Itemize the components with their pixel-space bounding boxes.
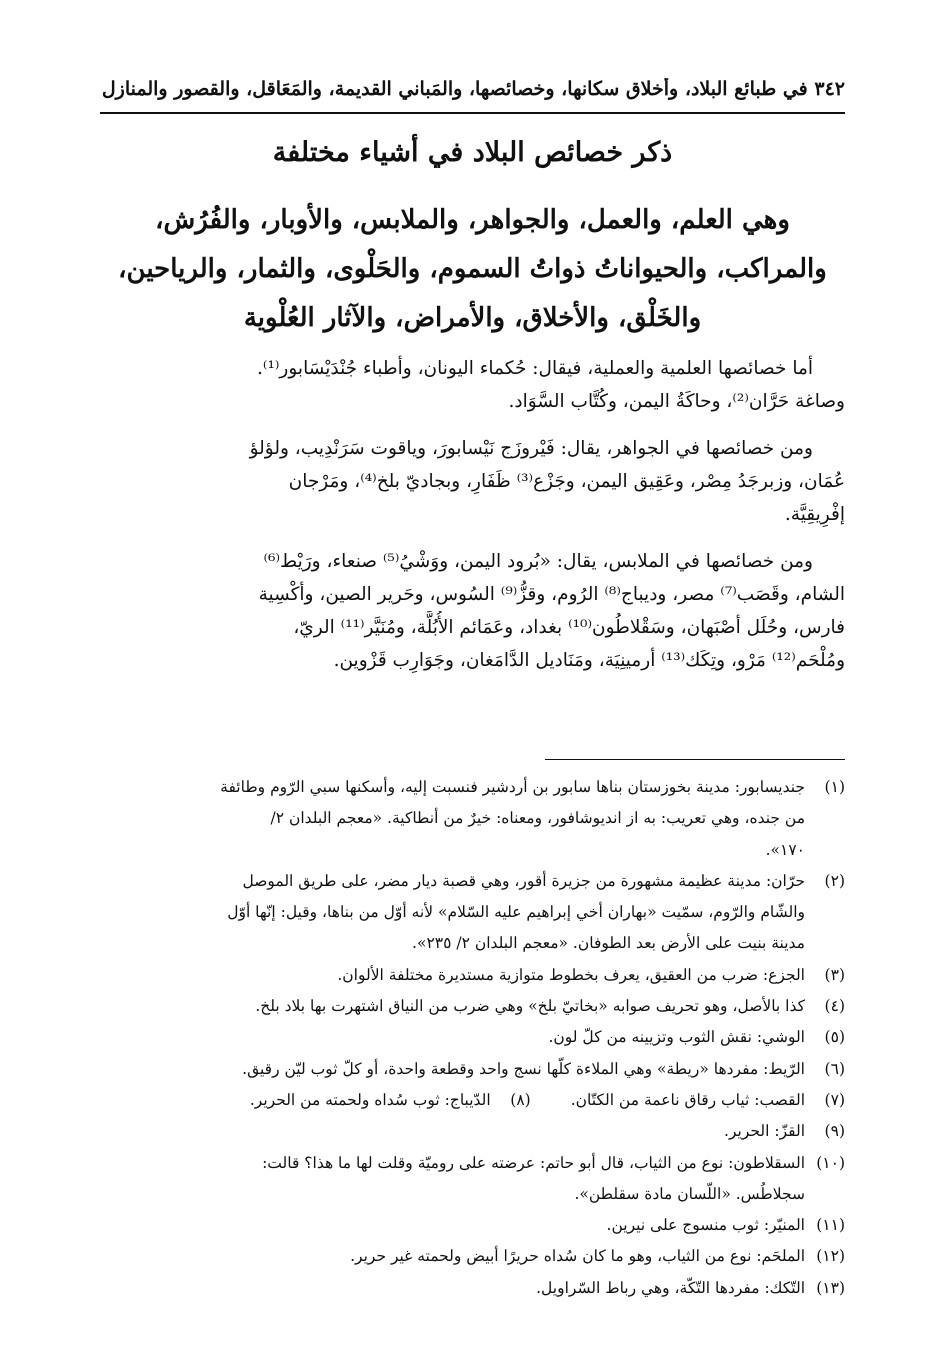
- footnote-line: مدينة بنيت على الأرض بعد الطوفان. «معجم البلدان ٢/ ٢٣٥».: [412, 934, 805, 953]
- footnote: [100, 1054, 845, 1085]
- footnote-line: المنيّر: ثوب منسوج على نيرين.: [606, 1216, 805, 1235]
- footnote-line: كذا بالأصل، وهو تحريف صوابه «بخاتيّ بلخ» وهي ضرب من النياق اشتهرت بها بلاد بلخ.: [255, 997, 805, 1016]
- footnote-number: (١٢): [816, 1247, 845, 1266]
- paragraph-line: فارس، وحُلَل أصْبَهان، وسَقْلاطُون⁽¹⁰⁾ بغداد، وعَمَائم الأُبُلَّة، ومُنَيَّر⁽¹¹⁾ الريّ،: [293, 617, 845, 638]
- footnote: [100, 1148, 845, 1211]
- subtitle-line: والخَلْق، والأخلاق، والأمراض، والآثار العُلْوية: [243, 303, 702, 333]
- paragraph: [100, 352, 845, 418]
- header-rule: [100, 112, 845, 114]
- footnote-text: القصب: ثياب رقاق ناعمة من الكتّان.: [570, 1090, 805, 1109]
- section-title: ذكر خصائص البلاد في أشياء مختلفة: [272, 137, 673, 168]
- footnote: [100, 1022, 845, 1053]
- footnote: [100, 772, 845, 866]
- paragraph: [100, 545, 845, 677]
- paragraph-line: ومُلْحَم⁽¹²⁾ مَرْو، وتِكَك⁽¹³⁾ أرمينِيَة، ومَنَاديل الدَّامَغان، وجَوَارِب قَزْوين.: [333, 650, 845, 671]
- footnote-number: (٥): [824, 1028, 845, 1047]
- paragraph-line: إفْرِيقِيَّة.: [784, 504, 845, 525]
- footnote: [100, 1210, 845, 1241]
- footnote-line: جنديسابور: مدينة بخوزستان بناها سابور بن أردشير فنسبت إليه، وأسكنها سبي الرّوم وطائفة: [220, 778, 805, 796]
- footnote-number: (٨): [510, 1090, 531, 1109]
- footnote-number: (١): [824, 778, 845, 796]
- subtitle-line: والمراكب، والحيواناتُ ذواتُ السموم، والحَلْوى، والثمار، والرياحين،: [118, 254, 827, 284]
- footnote-line: الملحَم: نوع من الثياب، وهو ما كان سُداه حريرًا أبيض ولحمته غير حرير.: [350, 1247, 805, 1266]
- paragraph-line: عُمَان، وزبرجَدُ مِصْر، وعَقِيق اليمن، وجَزْع⁽³⁾ ظَفَارِ، وبجاديّ بلخ⁽⁴⁾، ومَرْجان: [288, 471, 845, 492]
- footnote-line: الرّيط: مفردها «ريطة» وهي الملاءة كلّها نسج واحد وقطعة واحدة، أو كلّ ثوب ليّن رقيق.: [242, 1059, 805, 1078]
- footnote-pair: [100, 1085, 845, 1116]
- footnote-line: ١٧٠».: [765, 840, 805, 859]
- footnote-line: الوشي: نقش الثوب وتزيينه من كلّ لون.: [548, 1028, 805, 1047]
- footnote-line: سجلاطُس. «اللّسان مادة سقلطن».: [574, 1184, 805, 1203]
- footnote-line: الجزع: ضرب من العقيق، يعرف بخطوط متوازية مستديرة مختلفة الألوان.: [337, 965, 805, 984]
- footnote: [100, 991, 845, 1022]
- footnote-rule: [545, 759, 845, 760]
- footnote-number: (٢): [824, 871, 845, 890]
- footnote-number: (١١): [816, 1216, 845, 1235]
- footnote: [100, 866, 845, 960]
- footnote: [100, 960, 845, 991]
- footnote-line: التّكك: مفردها التّكّة، وهي رباط السّراويل.: [536, 1278, 805, 1297]
- footnote-number: (٧): [824, 1090, 845, 1109]
- paragraph-line: ومن خصائصها في الملابس، يقال: «بُرود اليمن، ووَشْيُ⁽⁵⁾ صنعاء، ورَيْط⁽⁶⁾: [263, 551, 813, 572]
- footnote-number: (١٠): [816, 1153, 845, 1172]
- footnote-number: (٩): [824, 1122, 845, 1141]
- paragraph-line: الشام، وقَصَب⁽⁷⁾ مصر، وديباج⁽⁸⁾ الرُوم، وقزُّ⁽⁹⁾ السُوس، وحَرير الصين، وأكْسِية: [258, 584, 845, 605]
- running-head: ٣٤٢ في طبائع البلاد، وأخلاق سكانها، وخصائصها، والمَباني القديمة، والمَعَاقل، والقصور والمنازل: [101, 78, 845, 100]
- footnotes: [100, 772, 845, 1304]
- footnote-text: الدّيباج: ثوب سُداه ولحمته من الحرير.: [249, 1090, 491, 1109]
- footnote-line: حرّان: مدينة عظيمة مشهورة من جزيرة أقور، وهي قصبة ديار مضر، على طريق الموصل: [242, 871, 805, 890]
- footnote-number: (٤): [824, 997, 845, 1016]
- footnote-line: من جنده، وهي تعريب: به از انديوشافور، ومعناه: خيرٌ من أنطاكية. «معجم البلدان ٢/: [270, 809, 805, 828]
- footnote-number: (١٣): [816, 1278, 845, 1297]
- paragraph-line: أما خصائصها العلمية والعملية، فيقال: حُكماء اليونان، وأطباء جُنْدَيْسَابور⁽¹⁾.: [257, 358, 813, 379]
- section-subtitle: [100, 196, 845, 343]
- paragraph: [100, 432, 845, 531]
- subtitle-line: وهي العلم، والعمل، والجواهر، والملابس، والأوبار، والفُرُش،: [155, 205, 790, 235]
- paragraph-line: وصاغة حَرَّان⁽²⁾، وحاكَةُ اليمن، وكُتَّاب السَّوَاد.: [508, 391, 845, 412]
- footnote-number: (٦): [824, 1059, 845, 1078]
- footnote: [100, 1273, 845, 1304]
- footnote: [100, 1116, 845, 1147]
- footnote-number: (٣): [824, 965, 845, 984]
- paragraph-line: ومن خصائصها في الجواهر، يقال: فَيْروزَج نَيْسابورَ، وياقوت سَرَنْدِيب، ولؤلؤ: [249, 438, 813, 459]
- footnote-line: والشّام والرّوم، سمّيت «بهاران أخي إبراهيم عليه السّلام» لأنه أوّل من بناها، وقيل: إنّها أوّل: [227, 903, 805, 922]
- footnote-line: السقلاطون: نوع من الثياب، قال أبو حاتم: عرضته على روميّة وقلت لها ما هذا؟ قالت:: [262, 1153, 805, 1172]
- footnote: [100, 1241, 845, 1272]
- body-text: [100, 352, 845, 691]
- footnote-line: القزّ: الحرير.: [724, 1122, 805, 1141]
